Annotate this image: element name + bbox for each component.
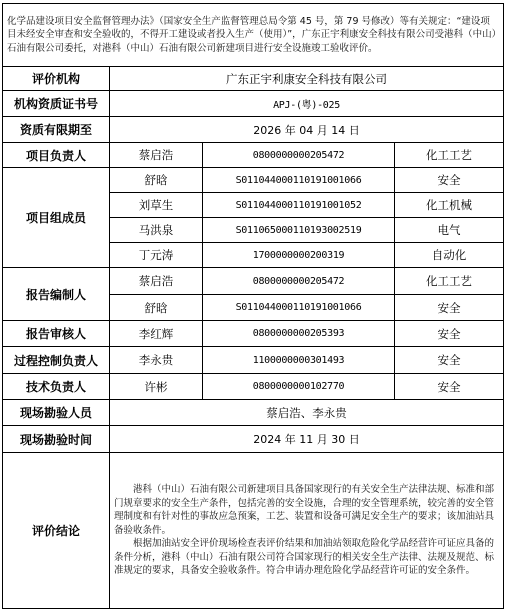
member-name: 丁元涛 bbox=[110, 243, 203, 268]
member-field: 化工机械 bbox=[395, 193, 504, 218]
leader-id: 0800000000205472 bbox=[203, 143, 395, 168]
site-staff-label: 现场勘验人员 bbox=[3, 400, 110, 426]
org-label: 评价机构 bbox=[3, 67, 110, 91]
member-field: 电气 bbox=[395, 218, 504, 243]
writer-id: S011044000110191001066 bbox=[203, 295, 395, 321]
conclusion-text bbox=[110, 453, 504, 609]
evaluation-info-table bbox=[2, 3, 504, 609]
leader-field: 化工工艺 bbox=[395, 143, 504, 168]
leader-label: 项目负责人 bbox=[3, 143, 110, 168]
conclusion-label: 评价结论 bbox=[3, 453, 110, 609]
member-name: 马洪泉 bbox=[110, 218, 203, 243]
tech-label: 技术负责人 bbox=[3, 374, 110, 400]
process-name: 李永贵 bbox=[110, 347, 203, 374]
members-label: 项目组成员 bbox=[3, 168, 110, 268]
validity-label: 资质有限期至 bbox=[3, 117, 110, 143]
member-field: 自动化 bbox=[395, 243, 504, 268]
tech-field: 安全 bbox=[395, 374, 504, 400]
member-field: 安全 bbox=[395, 168, 504, 193]
reviewer-label: 报告审核人 bbox=[3, 321, 110, 347]
tech-name: 许彬 bbox=[110, 374, 203, 400]
writer-field: 化工工艺 bbox=[395, 268, 504, 295]
site-time-label: 现场勘验时间 bbox=[3, 426, 110, 453]
member-id: S011044000110191001052 bbox=[203, 193, 395, 218]
member-id: S011044000110191001066 bbox=[203, 168, 395, 193]
cert-value: APJ-(粤)-025 bbox=[110, 91, 504, 117]
validity-value: 2026 年 04 月 14 日 bbox=[110, 117, 504, 143]
member-id: S011065000110193002519 bbox=[203, 218, 395, 243]
member-id: 1700000000200319 bbox=[203, 243, 395, 268]
intro-text: 化学品建设项目安全监督管理办法》（国家安全生产监督管理总局令第 45 号，第 79 号修改）等有关规定：“建设项目未经安全审查和安全验收的，不得开工建设或者投入生产（使用）”，广东正宇利康安全科技有限公司受港科（中山）石油有限公司委托，对港科（中山）石油有限公司新建项目进行安全设施竣工验收评价。 bbox=[3, 4, 504, 67]
conclusion-paragraph-1: 港科（中山）石油有限公司新建项目具备国家现行的有关安全生产法律法规、标准和部门规章要求的安全生产条件，包括完善的安全设施，合理的安全管理系统，较完善的安全管理制度和有针对性的事故应急预案，工艺、装置和设备可满足安全生产的要求；该加油站具备验收条件。 bbox=[114, 484, 495, 536]
org-value: 广东正宇利康安全科技有限公司 bbox=[110, 67, 504, 91]
writers-label: 报告编制人 bbox=[3, 268, 110, 321]
site-staff-value: 蔡启浩、李永贵 bbox=[110, 400, 504, 426]
process-label: 过程控制负责人 bbox=[3, 347, 110, 374]
writer-name: 蔡启浩 bbox=[110, 268, 203, 295]
conclusion-paragraph-2: 根据加油站安全评价现场检查表评价结果和加油站领取危险化学品经营许可证应具备的条件分析，港科（中山）石油有限公司符合国家现行的相关安全生产法律、法规及规范、标准规定的要求，具备安全验收条件。符合申请办理危险化学品经营许可证的安全条件。 bbox=[114, 538, 495, 577]
reviewer-id: 0800000000205393 bbox=[203, 321, 395, 347]
reviewer-field: 安全 bbox=[395, 321, 504, 347]
leader-name: 蔡启浩 bbox=[110, 143, 203, 168]
writer-field: 安全 bbox=[395, 295, 504, 321]
process-id: 1100000000301493 bbox=[203, 347, 395, 374]
tech-id: 0800000000102770 bbox=[203, 374, 395, 400]
process-field: 安全 bbox=[395, 347, 504, 374]
writer-name: 舒晗 bbox=[110, 295, 203, 321]
reviewer-name: 李红辉 bbox=[110, 321, 203, 347]
writer-id: 0800000000205472 bbox=[203, 268, 395, 295]
cert-label: 机构资质证书号 bbox=[3, 91, 110, 117]
member-name: 刘草生 bbox=[110, 193, 203, 218]
member-name: 舒晗 bbox=[110, 168, 203, 193]
site-time-value: 2024 年 11 月 30 日 bbox=[110, 426, 504, 453]
